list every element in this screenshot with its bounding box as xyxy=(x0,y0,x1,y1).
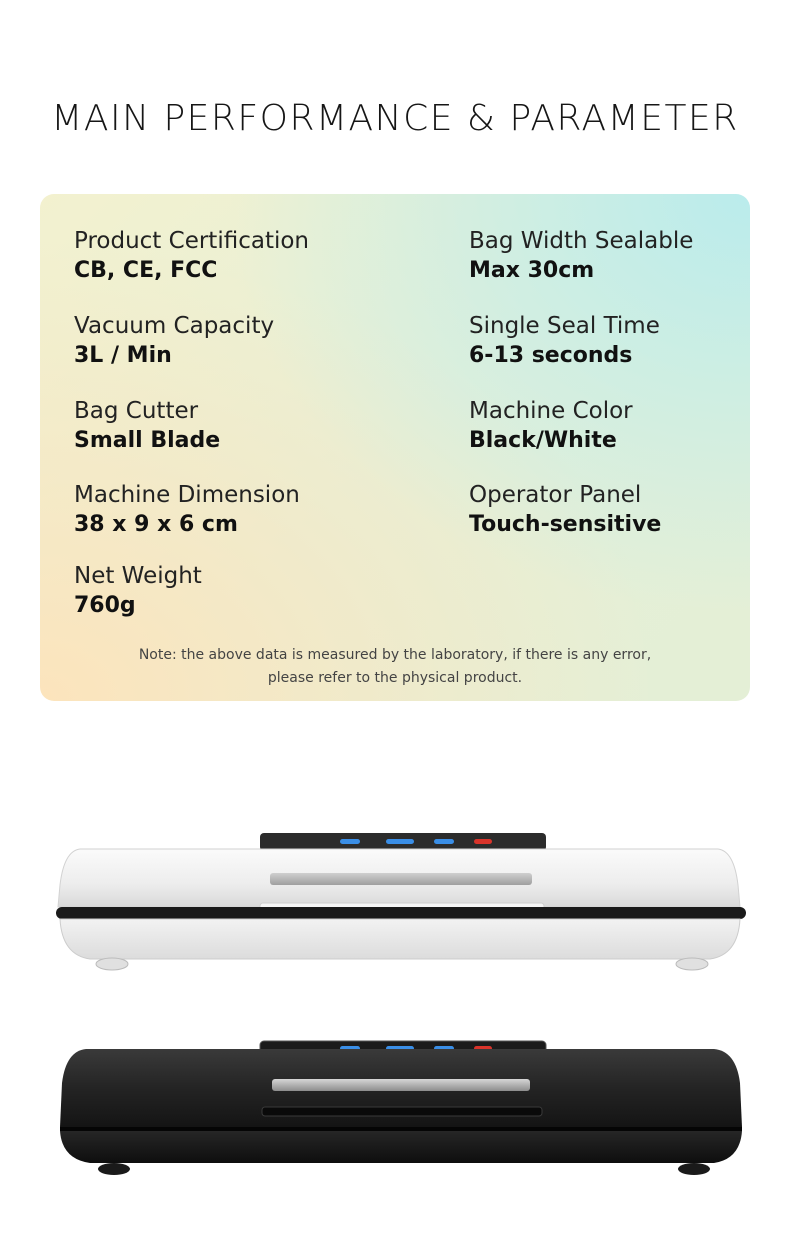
spec-item-machine-color xyxy=(469,398,789,453)
black-vacuum-sealer-image xyxy=(50,1035,750,1185)
spec-item-operator-panel xyxy=(469,482,789,537)
spec-value: 3L / Min xyxy=(74,343,172,368)
spec-value: Small Blade xyxy=(74,428,221,453)
spec-item-dimension xyxy=(74,482,394,537)
spec-value: 760g xyxy=(74,593,136,618)
spec-item-bag-width xyxy=(469,228,789,283)
spec-card xyxy=(40,194,750,701)
black-vacuum-sealer-illustration xyxy=(50,1035,750,1185)
spec-label: Single Seal Time xyxy=(469,313,660,339)
spec-label: Machine Dimension xyxy=(74,482,300,508)
spec-item-vacuum-capacity xyxy=(74,313,394,368)
white-vacuum-sealer-image xyxy=(50,825,750,975)
white-vacuum-sealer-illustration xyxy=(50,825,750,975)
spec-value: Max 30cm xyxy=(469,258,595,283)
note-line-2: please refer to the physical product. xyxy=(267,670,523,686)
spec-label: Vacuum Capacity xyxy=(74,313,275,339)
spec-value: CB, CE, FCC xyxy=(74,258,218,283)
spec-item-seal-time xyxy=(469,313,789,368)
spec-label: Bag Width Sealable xyxy=(469,228,694,254)
spec-item-bag-cutter xyxy=(74,398,394,453)
spec-value: Touch-sensitive xyxy=(469,512,662,537)
spec-value: 6-13 seconds xyxy=(469,343,633,368)
spec-label: Machine Color xyxy=(469,398,633,424)
spec-value: Black/White xyxy=(469,428,617,453)
lab-note xyxy=(40,644,750,690)
note-line-1: Note: the above data is measured by the laboratory, if there is any error, xyxy=(138,647,652,663)
spec-label: Net Weight xyxy=(74,563,202,589)
spec-label: Operator Panel xyxy=(469,482,642,508)
spec-value: 38 x 9 x 6 cm xyxy=(74,512,238,537)
spec-label: Product Certification xyxy=(74,228,309,254)
spec-item-certification xyxy=(74,228,394,283)
spec-label: Bag Cutter xyxy=(74,398,199,424)
spec-item-net-weight xyxy=(74,563,394,618)
page-title: MAIN PERFORMANCE & PARAMETER xyxy=(51,98,739,139)
